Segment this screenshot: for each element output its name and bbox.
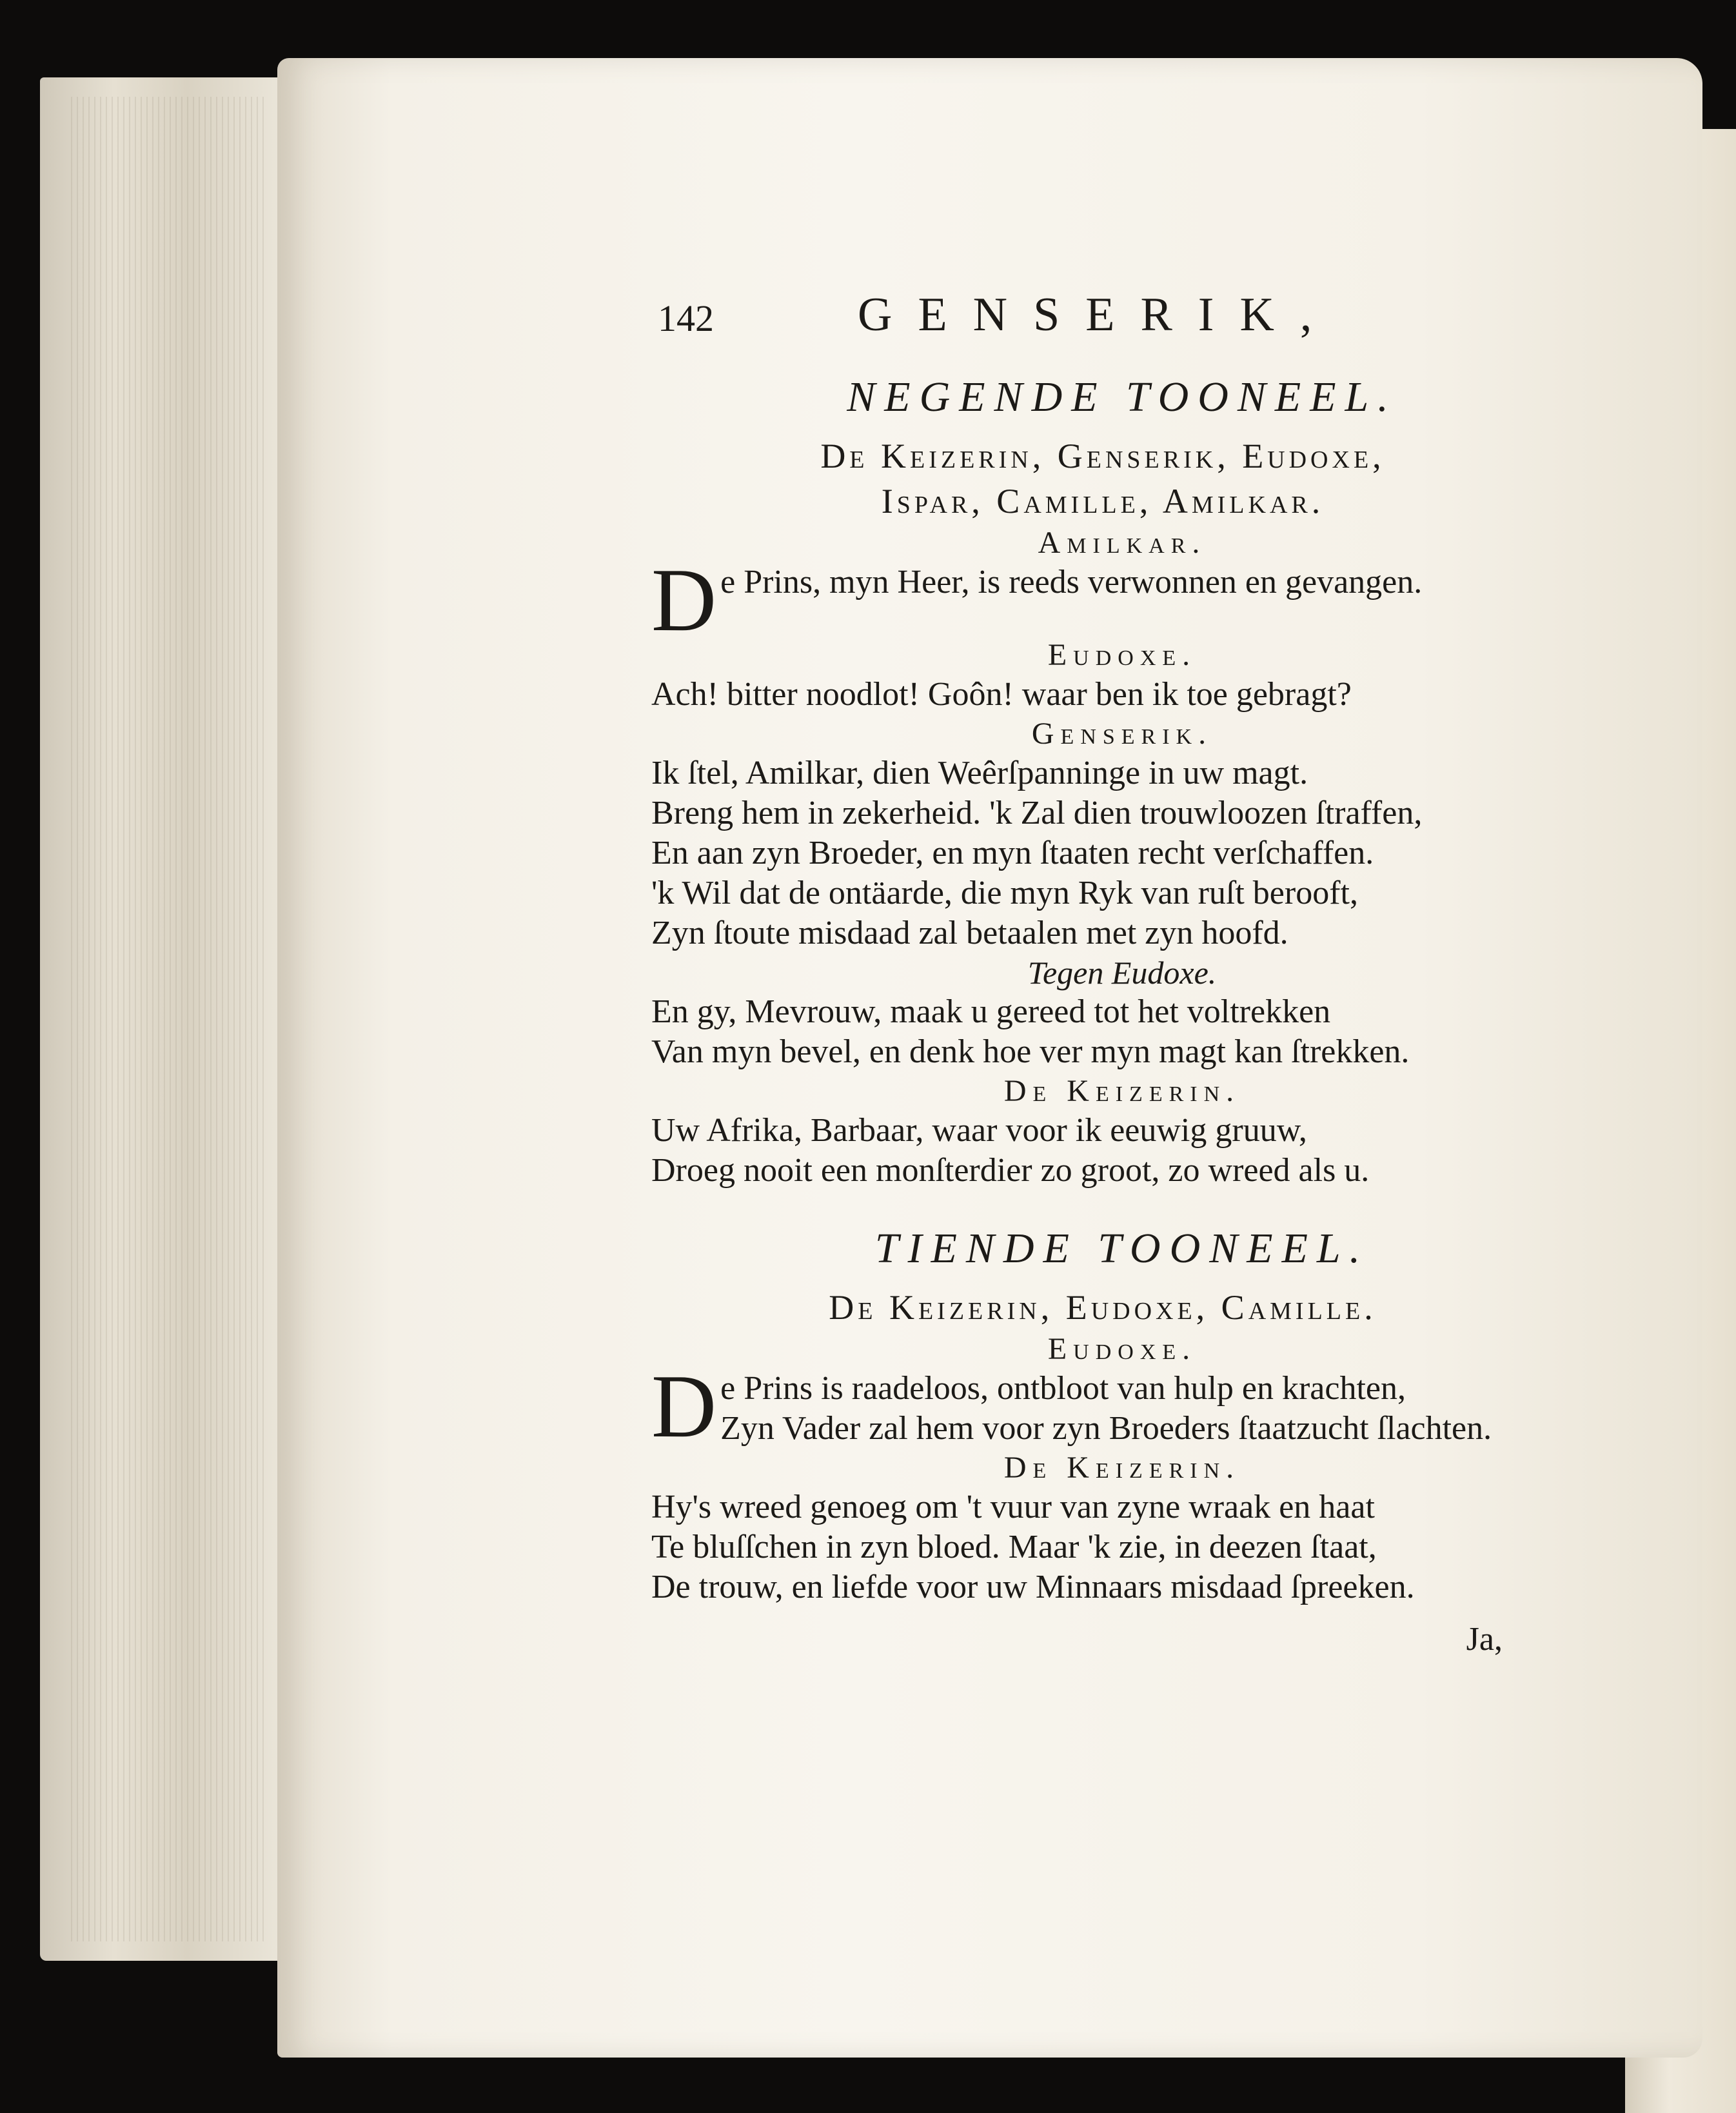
- verse-line: En gy, Mevrouw, maak u gereed tot het voltrekken: [651, 993, 1331, 1030]
- catchword: Ja,: [1466, 1621, 1503, 1658]
- verse-line: Van myn bevel, en denk hoe ver myn magt kan ſtrekken.: [651, 1033, 1410, 1070]
- verse-line: Zyn Vader zal hem voor zyn Broeders ſtaatzucht ſlachten.: [720, 1410, 1492, 1447]
- drop-cap: D: [651, 550, 717, 650]
- verse-line: [651, 550, 1515, 650]
- verse-line: En aan zyn Broeder, en myn ſtaaten recht verſchaffen.: [651, 835, 1374, 871]
- speaker-name: Eudoxe.: [1047, 638, 1197, 672]
- verse-line: 'k Wil dat de ontäarde, die myn Ryk van ruſt berooft,: [651, 875, 1358, 911]
- cast-line: De Keizerin, Genserik, Eudoxe,: [820, 437, 1385, 475]
- verse-line: Droeg nooit een monſterdier zo groot, zo wreed als u.: [651, 1152, 1370, 1189]
- cast-line: Ispar, Camille, Amilkar.: [881, 482, 1325, 521]
- verse-line: Ik ſtel, Amilkar, dien Weêrſpanninge in uw magt.: [651, 755, 1308, 791]
- speaker-name: Amilkar.: [1038, 526, 1207, 560]
- page-edge-texture: [71, 97, 264, 1941]
- verse-line: Uw Afrika, Barbaar, waar voor ik eeuwig gruuw,: [651, 1112, 1307, 1149]
- page-number: 142: [658, 297, 714, 339]
- page-text: [651, 284, 1515, 1658]
- speaker-name: De Keizerin.: [1003, 1074, 1241, 1108]
- verse-text: e Prins is raadeloos, ontbloot van hulp en krachten,: [720, 1370, 1406, 1407]
- running-title: GENSERIK,: [858, 288, 1338, 341]
- verse-line: Ach! bitter noodlot! Goôn! waar ben ik toe gebragt?: [651, 676, 1352, 713]
- scene-title: NEGENDE TOONEEL.: [847, 373, 1397, 421]
- verse-line: Hy's wreed genoeg om 't vuur van zyne wraak en haat: [651, 1489, 1375, 1525]
- running-head: [651, 284, 1515, 355]
- verse-text: e Prins, myn Heer, is reeds verwonnen en gevangen.: [720, 564, 1423, 600]
- verse-line: De trouw, en liefde voor uw Minnaars misdaad ſpreeken.: [651, 1569, 1415, 1605]
- speaker-name: Eudoxe.: [1047, 1332, 1197, 1366]
- speaker-name: De Keizerin.: [1003, 1451, 1241, 1485]
- speaker-name: Genserik.: [1031, 717, 1213, 751]
- scene-title: TIENDE TOONEEL.: [874, 1225, 1370, 1272]
- drop-cap: D: [651, 1356, 717, 1456]
- verse-line: Breng hem in zekerheid. 'k Zal dien trouwloozen ſtraffen,: [651, 795, 1423, 831]
- verse-line: Te bluſſchen in zyn bloed. Maar 'k zie, in deezen ſtaat,: [651, 1529, 1377, 1565]
- stage-direction: Tegen Eudoxe.: [1027, 955, 1217, 991]
- verse-line: Zyn ſtoute misdaad zal betaalen met zyn hoofd.: [651, 915, 1288, 951]
- cast-line: De Keizerin, Eudoxe, Camille.: [829, 1288, 1377, 1327]
